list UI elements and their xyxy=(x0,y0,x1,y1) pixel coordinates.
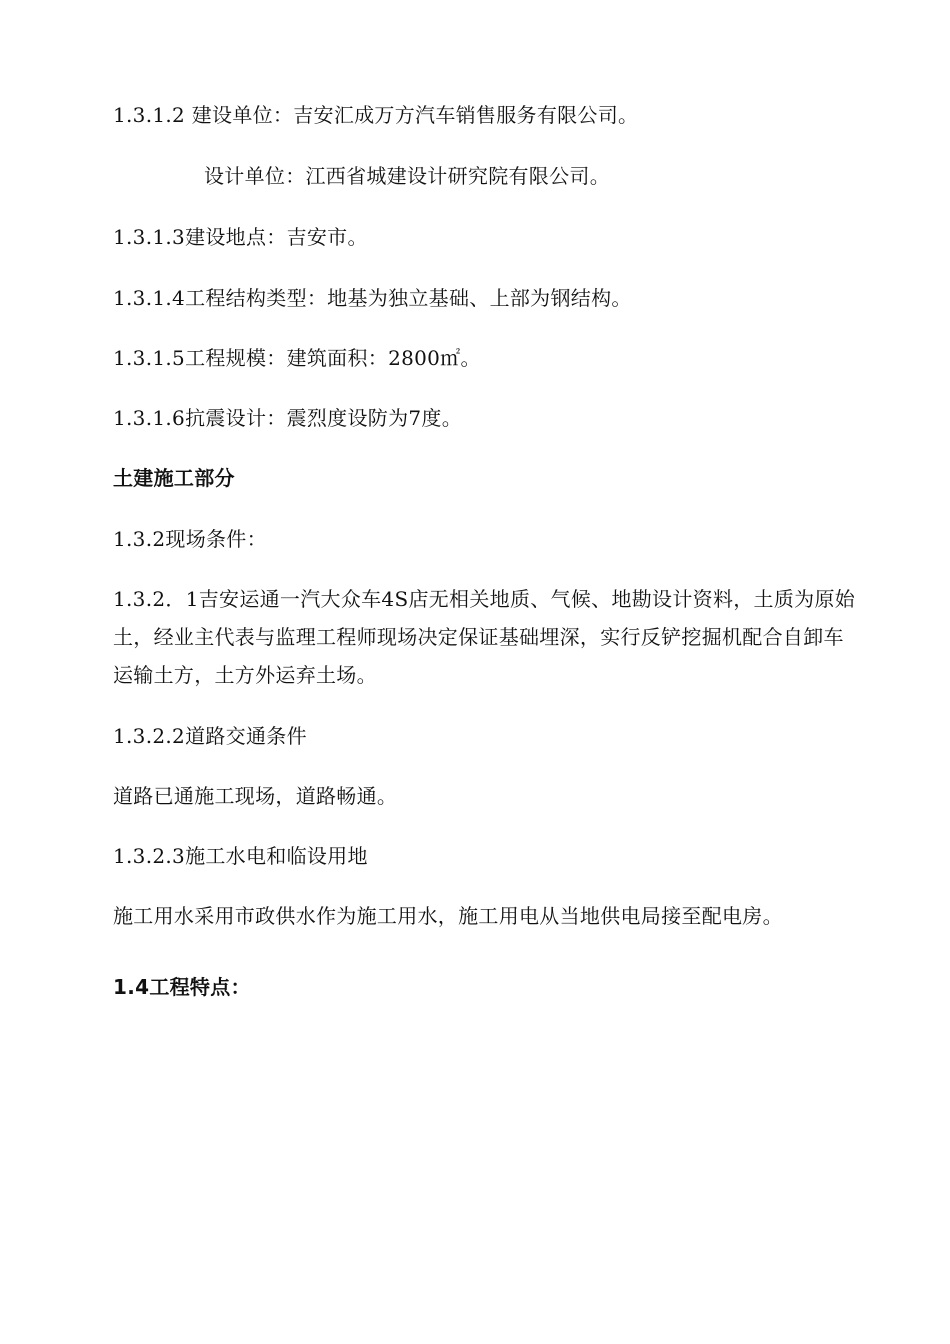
construction-unit-line: 1.3.1.2 建设单位：吉安汇成万方汽车销售服务有限公司。 xyxy=(113,103,639,127)
site-conditions-line: 1.3.2现场条件： xyxy=(113,527,267,551)
utilities-heading: 1.3.2.3施工水电和临设用地 xyxy=(113,844,368,868)
construction-site-line: 1.3.1.3建设地点：吉安市。 xyxy=(113,225,368,249)
road-traffic-text: 道路已通施工现场，道路畅通。 xyxy=(113,784,398,808)
design-unit-line: 设计单位：江西省城建设计研究院有限公司。 xyxy=(204,164,610,188)
structure-type-line: 1.3.1.4工程结构类型：地基为独立基础、上部为钢结构。 xyxy=(113,286,632,310)
utilities-text: 施工用水采用市政供水作为施工用水，施工用电从当地供电局接至配电房。 xyxy=(113,904,783,928)
geology-paragraph: 1.3.2．1吉安运通一汽大众车4S店无相关地质、气候、地勘设计资料，土质为原始土，经业主代表与监理工程师现场决定保证基础埋深，实行反铲挖掘机配合自卸车运输土方，土方外运弃土场。 xyxy=(113,587,856,687)
project-scale-line: 1.3.1.5工程规模：建筑面积：2800㎡。 xyxy=(113,346,481,370)
section-heading-features: 1.4工程特点： xyxy=(113,975,251,999)
section-heading-civil: 土建施工部分 xyxy=(113,466,235,490)
road-traffic-heading: 1.3.2.2道路交通条件 xyxy=(113,724,307,748)
seismic-design-line: 1.3.1.6抗震设计：震烈度设防为7度。 xyxy=(113,406,462,430)
